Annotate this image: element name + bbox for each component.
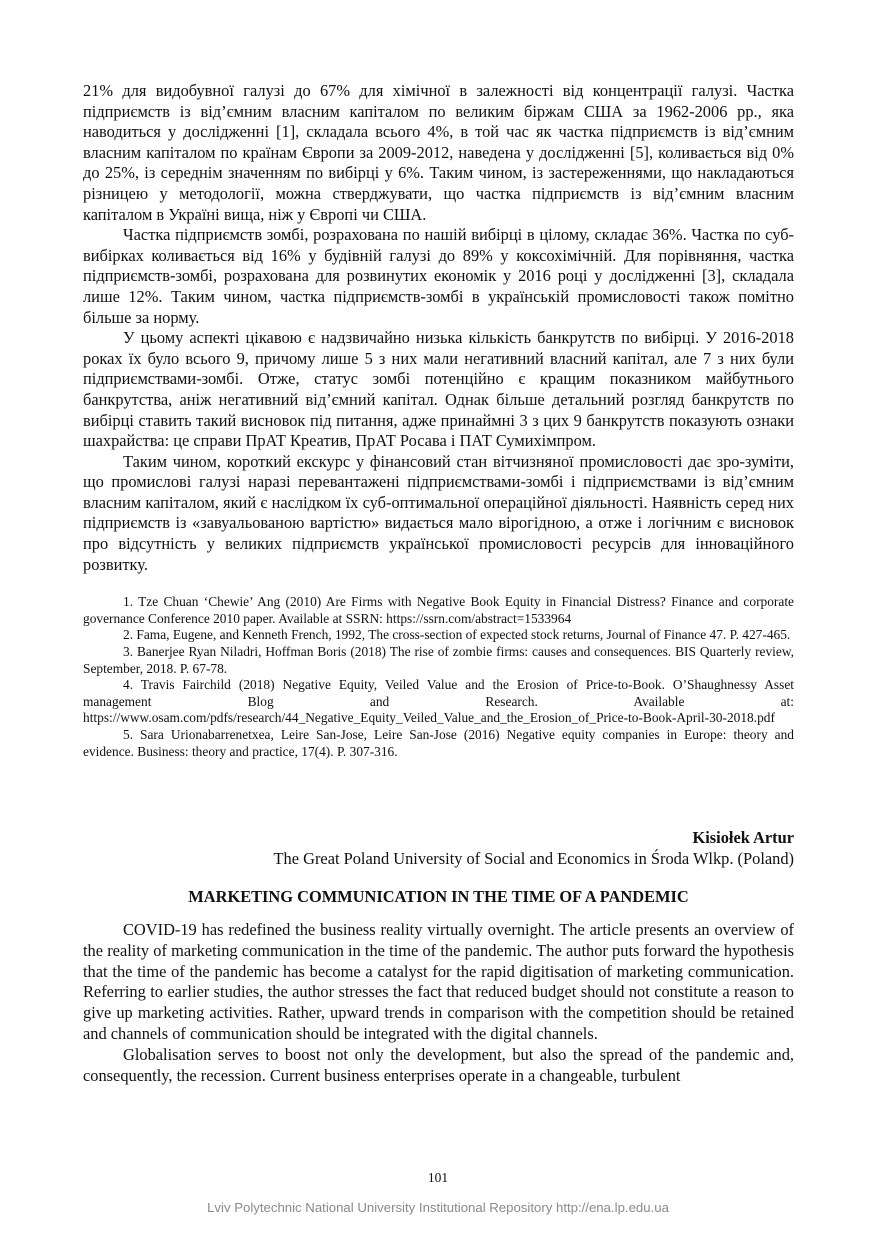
reference-list — [83, 594, 794, 760]
body-paragraph-ua-4: Таким чином, короткий екскурс у фінансовий стан вітчизняної промисловості дає зро-зуміти, що промислові галузі наразі перевантажені підприємствами-зомбі і підприємствами із від’ємним власним капіталом, який є наслідком їх суб-оптимальної операційної діяльності. Наявність серед них підприємств із «завуальованою вартістю» видається мало вірогідною, а отже і логічним є висновок про відсутність у великих підприємств української промисловості ресурсів для інноваційного розвитку. — [83, 451, 794, 574]
article-author: Kisiołek Artur — [692, 828, 794, 848]
reference-item-4: 4. Travis Fairchild (2018) Negative Equity, Veiled Value and the Erosion of Price-to-Book. O’Shaughnessy Asset management Blog and Research. Available at: https://www.osam.com/pdfs/research/44_Negative_Equity_Veiled_Value_and_the_Erosion_of_Price-to-Book-April-30-2018.pdf — [83, 677, 794, 726]
body-paragraph-ua-2: Частка підприємств зомбі, розрахована по нашій вибірці в цілому, складає 36%. Частка по суб-вибірках коливається від 16% у будівній галузі до 89% у коксохімічній. Для порівняння, частка підприємств-зомбі, розрахована для розвинутих економік у 2016 році у дослідженні [3], складала лише 12%. Таким чином, частка підприємств-зомбі в українській промисловості також помітно більше за норму. — [83, 225, 794, 327]
article-body — [83, 920, 794, 1086]
article-title: MARKETING COMMUNICATION IN THE TIME OF A PANDEMIC — [188, 887, 689, 907]
reference-item-3: 3. Banerjee Ryan Niladri, Hoffman Boris (2018) The rise of zombie firms: causes and consequences. BIS Quarterly review, September, 2018. P. 67-78. — [83, 644, 794, 676]
body-paragraph-ua-3: У цьому аспекті цікавою є надзвичайно низька кількість банкрутств по вибірці. У 2016-2018 роках їх було всього 9, причому лише 5 з них мали негативний власний капітал, але 7 з них були підприємствами-зомбі. Отже, статус зомбі потенційно є кращим показником майбутнього банкрутства, аніж негативний від’ємний капітал. Однак більше детальний розгляд банкрутств по вибірці ставить такий висновок під питання, адже принаймні 3 з цих 9 банкрутств показують ознаки шахрайства: це справи ПрАТ Креатив, ПрАТ Росава і ПАТ Сумихімпром. — [83, 328, 794, 451]
repository-footer: Lviv Polytechnic National University Institutional Repository http://ena.lp.edu.ua — [207, 1200, 669, 1215]
reference-item-2: 2. Fama, Eugene, and Kenneth French, 1992, The cross-section of expected stock returns, Journal of Finance 47. P. 427-465. — [123, 627, 791, 643]
body-paragraph-ua-1: 21% для видобувної галузі до 67% для хімічної в залежності від концентрації галузі. Частка підприємств із від’ємним власним капіталом по великим біржам США за 1962-2006 рр., яка наводиться у дослідженні [1], складала всього 4%, в той час як частка підприємств із від’ємним власним капіталом по країнам Європи за 2009-2012, наведена у дослідженні [5], коливається від 0% до 25%, із середнім значенням по вибірці у 6%. Таким чином, із застереженнями, що накладаються різницею у методології, можна стверджувати, що частка підприємств із від’ємним власним капіталом в Україні вища, ніж у Європі чи США. — [83, 81, 794, 224]
reference-item-1: 1. Tze Chuan ‘Chewie’ Ang (2010) Are Firms with Negative Book Equity in Financial Distress? Finance and corporate governance Conference 2010 paper. Available at SSRN: https://ssrn.com/abstract=1533964 — [83, 594, 794, 626]
article-affiliation: The Great Poland University of Social and Economics in Środa Wlkp. (Poland) — [273, 848, 794, 868]
reference-item-5: 5. Sara Urionabarrenetxea, Leire San-Jose, Leire San-Jose (2016) Negative equity companies in Europe: theory and evidence. Business: theory and practice, 17(4). P. 307-316. — [83, 727, 794, 759]
page-body — [83, 81, 794, 1086]
page-number: 101 — [427, 1170, 449, 1185]
article-paragraph-1: COVID-19 has redefined the business reality virtually overnight. The article presents an overview of the reality of marketing communication in the time of the pandemic. The author puts forward the hypothesis that the time of the pandemic has become a catalyst for the rapid digitisation of marketing communication. Referring to earlier studies, the author stresses the fact that reduced budget should not constitute a reason to give up marketing activities. Rather, upward trends in comparison with the competition should be retained and channels of communication should be integrated with the digital channels. — [83, 919, 794, 1043]
article-paragraph-2: Globalisation serves to boost not only the development, but also the spread of the pandemic and, consequently, the recession. Current business enterprises operate in a changeable, turbulent — [83, 1044, 794, 1085]
